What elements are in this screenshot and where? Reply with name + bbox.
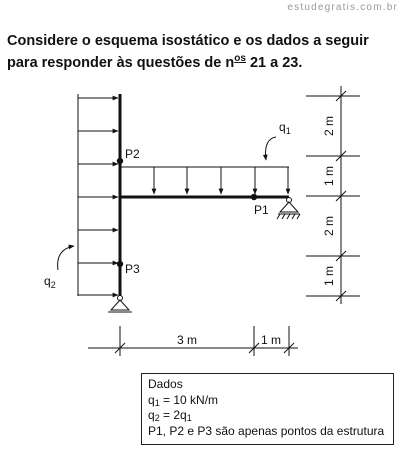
point-p2: [117, 158, 123, 164]
load-q2-distributed: [78, 94, 118, 296]
dim-2m-lower: 2 m: [322, 215, 336, 237]
p1-label: P1: [254, 203, 269, 217]
point-p1: [251, 194, 257, 200]
p2-label: P2: [125, 147, 140, 161]
dim-3m: 3 m: [176, 333, 198, 347]
dim-1m-bottom: 1 m: [322, 265, 336, 287]
statement-line-1: Considere o esquema isostático e os dados a seguir: [7, 33, 369, 49]
point-p3: [117, 261, 123, 267]
dim-2m-top: 2 m: [322, 115, 336, 137]
dim-1m-right: 1 m: [260, 333, 282, 347]
roller-support: [277, 198, 300, 220]
q1-leader: [265, 137, 276, 160]
data-q2: $q_2 = 2q_1$: [148, 408, 192, 423]
dim-1m-upper: 1 m: [322, 165, 336, 187]
data-q1: $q_1 = 10$ kN/m: [148, 392, 219, 408]
q2-leader: [58, 246, 74, 270]
q2-label: $q_2$: [44, 274, 56, 290]
load-q1-distributed: [120, 167, 289, 194]
watermark: estudegratis.com.br: [287, 2, 398, 13]
data-heading: Dados: [148, 377, 183, 391]
p3-label: P3: [125, 262, 140, 276]
pin-support: [108, 296, 132, 313]
ordinal-superscript: os: [234, 53, 246, 64]
data-box: [141, 373, 394, 445]
q1-label: $q_1$: [279, 120, 291, 136]
statement-line-2: para responder às questões de $n^{os}$ 21 a 23.: [7, 53, 303, 71]
data-note: P1, P2 e P3 são apenas pontos da estrutura: [148, 423, 385, 438]
